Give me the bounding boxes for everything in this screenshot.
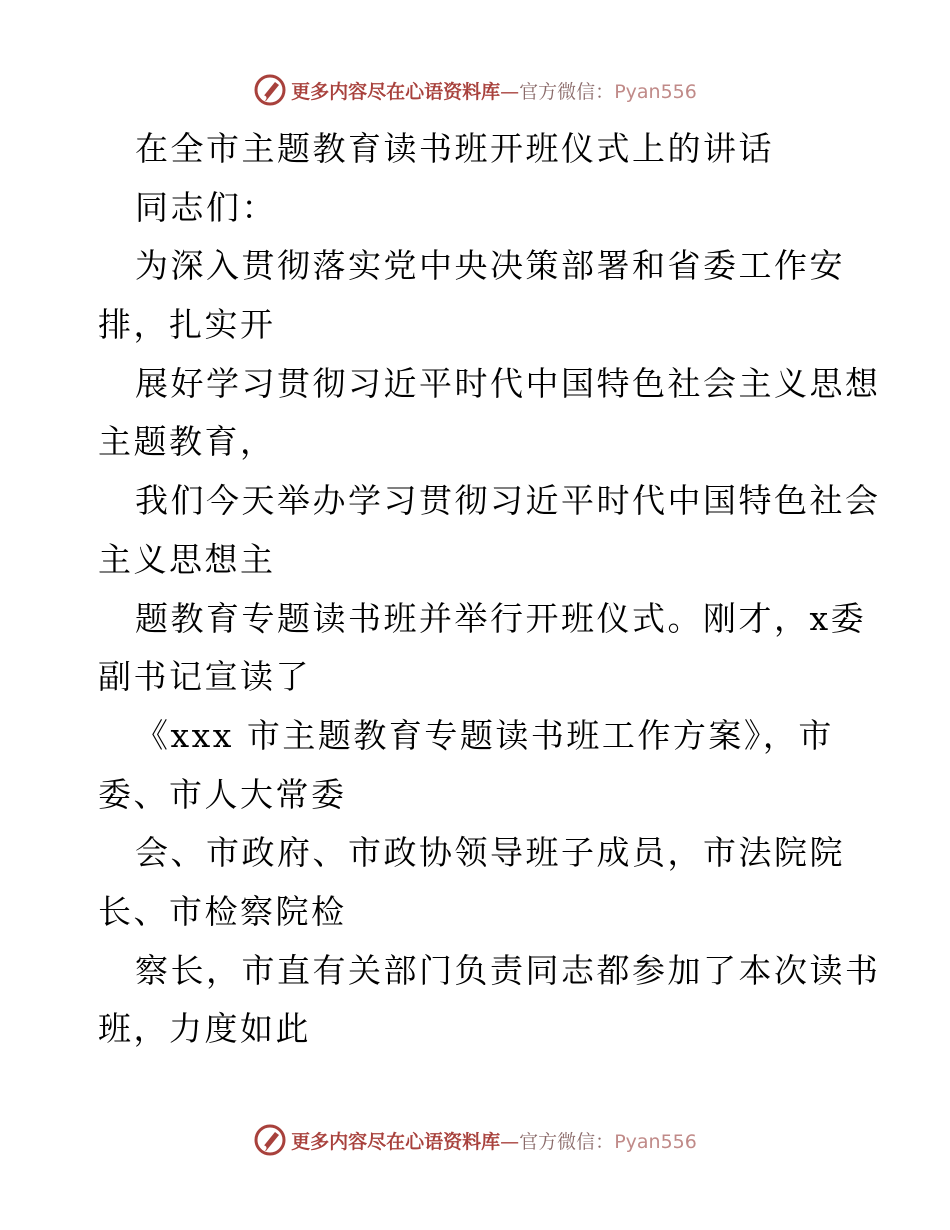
watermark-brand: 更多内容尽在心语资料库 [291,80,501,103]
pen-logo-icon [253,73,287,107]
text-line: 班，力度如此 [98,1009,311,1049]
text-line: 察长，市直有关部门负责同志都参加了本次读书 [135,950,881,990]
text-line: 我们今天举办学习贯彻习近平时代中国特色社会 [135,481,881,521]
watermark-separator: — [500,80,520,103]
text-line: 会、市政府、市政协领导班子成员，市法院院 [135,833,845,873]
text-line: 副书记宣读了 [98,657,311,697]
text-line: 主义思想主 [98,539,276,579]
watermark-footer [0,1120,950,1160]
document-body [98,120,881,1059]
watermark-header [0,70,950,110]
text-line: 题教育专题读书班并举行开班仪式。刚才，x委 [135,598,867,638]
text-line: 为深入贯彻落实党中央决策部署和省委工作安 [135,246,845,286]
text-line: 展好学习贯彻习近平时代中国特色社会主义思想 [135,363,881,403]
watermark-separator: — [500,1130,520,1153]
watermark-wechat-label: 官方微信： [519,80,615,103]
salutation: 同志们： [135,187,277,227]
pen-logo-icon [253,1123,287,1157]
text-line: 《xxx 市主题教育专题读书班工作方案》，市 [135,715,834,755]
text-line: 委、市人大常委 [98,774,347,814]
watermark-wechat-id: Pyan556 [614,1130,697,1153]
text-line: 主题教育， [98,422,276,462]
watermark-brand: 更多内容尽在心语资料库 [291,1130,501,1153]
text-line: 排，扎实开 [98,305,276,345]
watermark-wechat-label: 官方微信： [519,1130,615,1153]
text-line: 长、市检察院检 [98,891,347,931]
watermark-wechat-id: Pyan556 [614,80,697,103]
document-title: 在全市主题教育读书班开班仪式上的讲话 [135,129,774,168]
